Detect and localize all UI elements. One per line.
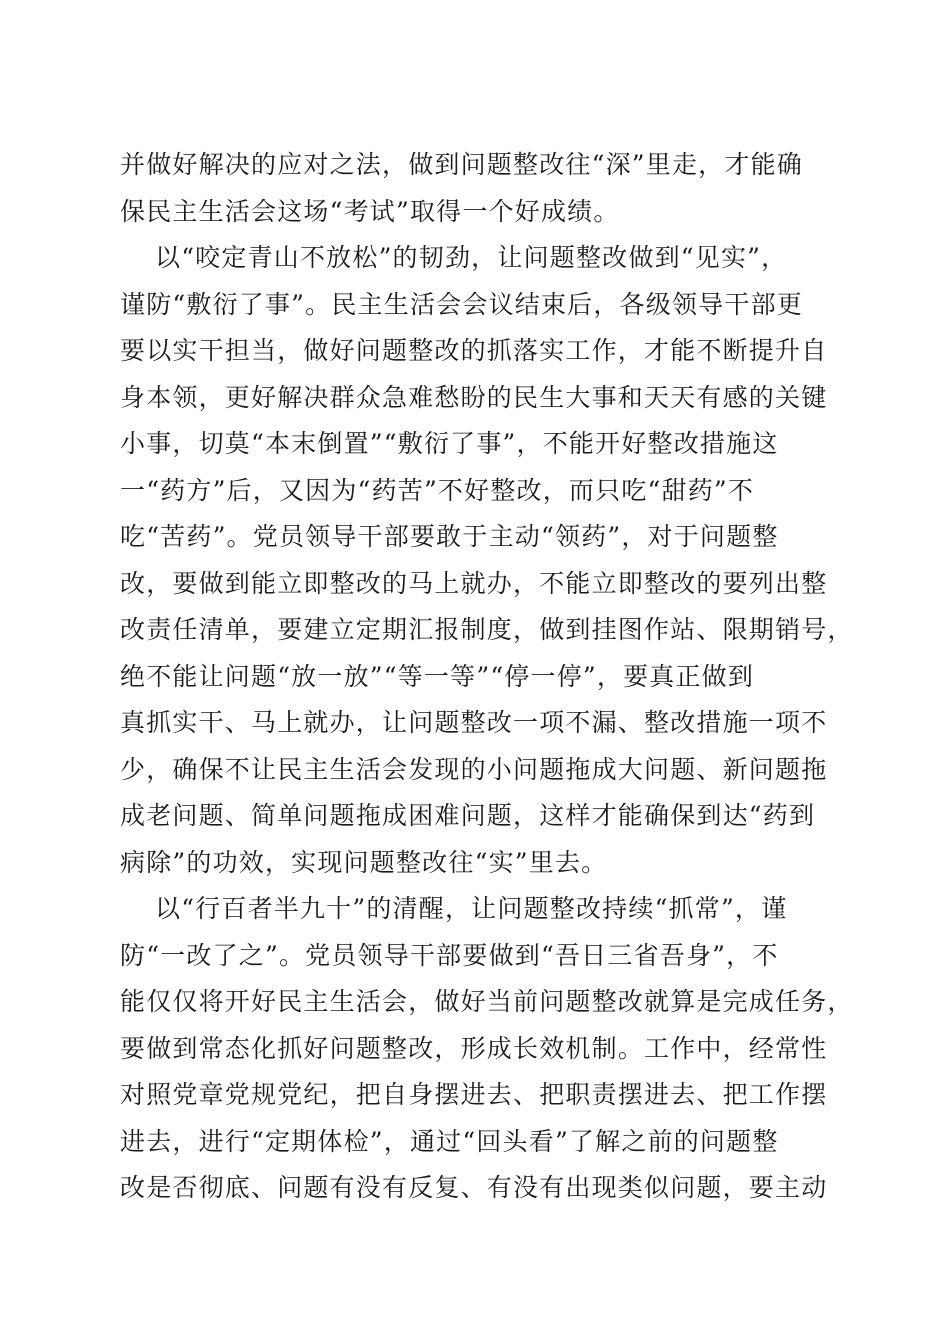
text-line: 病除”的功效，实现问题整改往“实”里去。: [120, 847, 608, 877]
text-line: 一“药方”后，又因为“药苦”不好整改，而只吃“甜药”不: [120, 475, 755, 505]
text-line: 身本领，更好解决群众急难愁盼的民生大事和天天有感的关键: [120, 382, 828, 412]
text-line: 保民主生活会这场“考试”取得一个好成绩。: [120, 196, 620, 226]
text-line: 吃“苦药”。党员领导干部要敢于主动“领药”，对于问题整: [120, 522, 779, 551]
text-line: 谨防“敷衍了事”。民主生活会会议结束后，各级领导干部更: [120, 289, 803, 319]
text-line: 少，确保不让民主生活会发现的小问题拖成大问题、新问题拖: [120, 754, 828, 784]
text-line: 进去，进行“定期体检”，通过“回头看”了解之前的问题整: [120, 1126, 779, 1156]
paragraph-first-line: 以“行百者半九十”的清醒，让问题整改持续“抓常”，谨: [155, 894, 788, 923]
text-line: 要以实干担当，做好问题整改的抓落实工作，才能不断提升自: [120, 336, 828, 365]
document-body: [120, 142, 854, 1212]
text-line: 要做到常态化抓好问题整改，形成长效机制。工作中，经常性: [120, 1033, 828, 1063]
text-line: 改，要做到能立即整改的马上就办，不能立即整改的要列出整: [120, 568, 828, 598]
text-line: 成老问题、简单问题拖成困难问题，这样才能确保到达“药到: [120, 801, 816, 830]
text-line: 防“一改了之”。党员领导干部要做到“吾日三省吾身”，不: [120, 940, 779, 970]
text-line: 小事，切莫“本末倒置”“敷衍了事”，不能开好整改措施这: [120, 429, 779, 458]
text-line: 真抓实干、马上就办，让问题整改一项不漏、整改措施一项不: [120, 708, 828, 737]
paragraph-first-line: 以“咬定青山不放松”的韧劲，让问题整改做到“见实”，: [155, 243, 788, 272]
text-line: 改责任清单，要建立定期汇报制度，做到挂图作站、限期销号，: [120, 615, 854, 644]
text-line: 对照党章党规党纪，把自身摆进去、把职责摆进去、把工作摆: [120, 1080, 828, 1109]
text-line: 并做好解决的应对之法，做到问题整改往“深”里走，才能确: [120, 150, 803, 179]
text-line: 能仅仅将开好民主生活会，做好当前问题整改就算是完成任务，: [120, 987, 854, 1016]
text-line: 绝不能让问题“放一放”“等一等”“停一停”，要真正做到: [120, 661, 755, 691]
text-line: 改是否彻底、问题有没有反复、有没有出现类似问题，要主动: [120, 1173, 828, 1202]
